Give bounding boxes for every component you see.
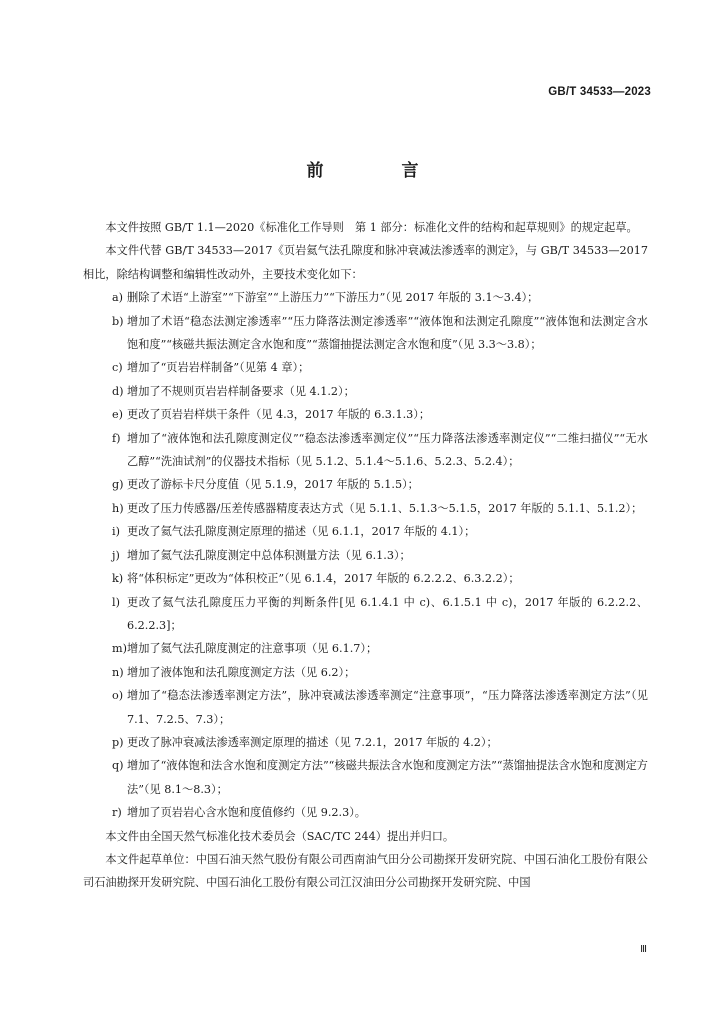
paragraph: 本文件代替 GB/T 34533—2017《页岩氦气法孔隙度和脉冲衰减法渗透率的测定》，与 GB/T 34533—2017 相比，除结构调整和编辑性改动外，主要技术变化如下：: [83, 244, 648, 281]
list-item-marker: h): [112, 501, 124, 515]
list-item-text: 增加了“稳态法渗透率测定方法”，脉冲衰减法渗透率测定“注意事项”，“压力降落法渗透率测定方法”（见 7.1、7.2.5、7.3）；: [127, 689, 648, 726]
list-item: [83, 754, 648, 801]
list-item-marker: k): [112, 572, 124, 586]
paragraph: 本文件由全国天然气标准化技术委员会（SAC/TC 244）提出并归口。: [105, 829, 455, 843]
list-item: [83, 731, 648, 754]
page-number: Ⅲ: [640, 944, 647, 955]
list-item: [83, 356, 648, 379]
list-item: [83, 591, 648, 638]
list-item-marker: g): [112, 478, 124, 492]
list-item: [83, 310, 648, 357]
list-item-marker: e): [112, 408, 123, 422]
list-item-text: 将“体积标定”更改为“体积校正”（见 6.1.4，2017 年版的 6.2.2.2、6.3.2.2）；: [127, 572, 520, 586]
page-title: 前 言: [306, 161, 455, 181]
list-item: [83, 497, 648, 520]
list-item-text: 更改了脉冲衰减法渗透率测定原理的描述（见 7.2.1，2017 年版的 4.2）；: [127, 735, 498, 749]
list-item-marker: i): [112, 525, 120, 539]
list-item-text: 增加了页岩岩心含水饱和度值修约（见 9.2.3）。: [127, 806, 366, 820]
list-item-marker: f): [112, 431, 121, 445]
list-item-marker: o): [112, 689, 124, 703]
paragraph: 本文件起草单位：中国石油天然气股份有限公司西南油气田分公司勘探开发研究院、中国石油化工股份有限公司石油勘探开发研究院、中国石油化工股份有限公司江汉油田分公司勘探开发研究院、中国: [83, 852, 648, 890]
list-item-marker: m): [112, 642, 127, 656]
list-item-text: 增加了“页岩岩样制备”（见第 4 章）；: [127, 361, 310, 375]
list-item-text: 增加了氦气法孔隙度测定的注意事项（见 6.1.7）；: [127, 642, 378, 656]
list-item: [83, 286, 648, 309]
list-item-marker: p): [112, 735, 124, 749]
list-item-text: 更改了氦气法孔隙度压力平衡的判断条件[见 6.1.4.1 中 c)、6.1.5.1 中 c)，2017 年版的 6.2.2.2、6.2.2.3]；: [127, 595, 648, 632]
list-item: [83, 473, 648, 496]
change-list: [83, 286, 648, 824]
list-item-text: 更改了氦气法孔隙度测定原理的描述（见 6.1.1，2017 年版的 4.1）；: [127, 525, 476, 539]
standard-code: GB/T 34533—2023: [548, 86, 651, 98]
list-item: [83, 544, 648, 567]
list-item-marker: b): [112, 314, 124, 328]
list-item-text: 更改了游标卡尺分度值（见 5.1.9，2017 年版的 5.1.5）；: [127, 478, 419, 492]
list-item: [83, 801, 648, 824]
list-item-text: 增加了“液体饱和法孔隙度测定仪”“稳态法渗透率测定仪”“压力降落法渗透率测定仪”“二维扫描仪”“无水乙醇”“洗油试剂”的仪器技术指标（见 5.1.2、5.1.4～5.1.6、5.2.3、5.2.4）；: [127, 431, 648, 469]
list-item: [83, 661, 648, 684]
list-item: [83, 520, 648, 543]
list-item: [83, 427, 648, 474]
list-item-marker: j): [112, 548, 120, 562]
list-item-text: 增加了“液体饱和法含水饱和度测定方法”“核磁共振法含水饱和度测定方法”“蒸馏抽提法含水饱和度测定方法”（见 8.1～8.3）；: [127, 759, 648, 796]
list-item: [83, 637, 648, 660]
list-item-text: 增加了液体饱和法孔隙度测定方法（见 6.2）；: [127, 665, 356, 679]
list-item: [83, 567, 648, 590]
list-item: [83, 684, 648, 731]
list-item: [83, 380, 648, 403]
list-item-text: 增加了术语“稳态法测定渗透率”“压力降落法测定渗透率”“液体饱和法测定孔隙度”“液体饱和法测定含水饱和度”“核磁共振法测定含水饱和度”“蒸馏抽提法测定含水饱和度”（见 3.3～3.8）；: [127, 314, 648, 352]
list-item-text: 增加了氦气法孔隙度测定中总体积测量方法（见 6.1.3）；: [127, 548, 411, 562]
list-item-marker: q): [112, 759, 124, 773]
list-item-marker: c): [112, 361, 123, 375]
foreword-body: [83, 216, 648, 895]
list-item-text: 更改了压力传感器/压差传感器精度表达方式（见 5.1.1、5.1.3～5.1.5，2017 年版的 5.1.1、5.1.2）；: [127, 501, 643, 515]
list-item-text: 更改了页岩岩样烘干条件（见 4.3，2017 年版的 6.3.1.3）；: [127, 408, 431, 422]
list-item-marker: n): [112, 665, 124, 679]
list-item-marker: r): [112, 806, 122, 820]
list-item-marker: a): [112, 291, 124, 305]
list-item-marker: l): [112, 595, 120, 609]
list-item-text: 增加了不规则页岩岩样制备要求（见 4.1.2）；: [127, 384, 355, 398]
list-item-marker: d): [112, 384, 124, 398]
list-item: [83, 403, 648, 426]
paragraph: 本文件按照 GB/T 1.1—2020《标准化工作导则 第 1 部分：标准化文件的结构和起草规则》的规定起草。: [105, 221, 638, 234]
list-item-text: 删除了术语“上游室”“下游室”“上游压力”“下游压力”（见 2017 年版的 3.1～3.4）；: [127, 291, 539, 305]
